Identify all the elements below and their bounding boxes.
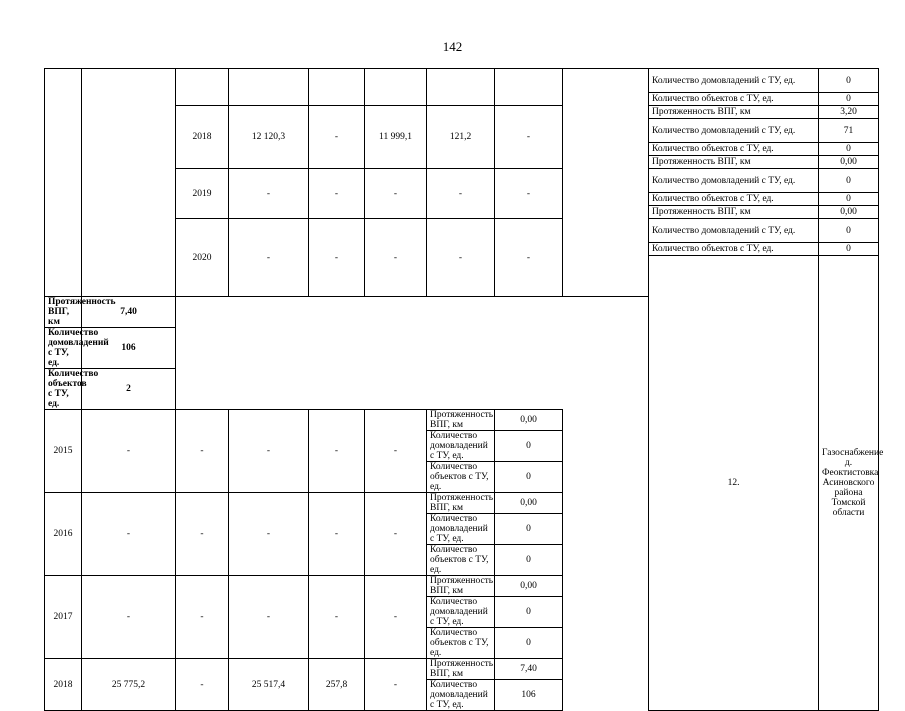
indicator-label: Количество домовладений с ТУ, ед.: [649, 69, 819, 93]
year-cell: [176, 69, 229, 106]
fund-cell-1: -: [309, 106, 365, 169]
program-table: [44, 68, 884, 711]
total-cell: -: [82, 410, 176, 493]
fund-cell-2: -: [365, 219, 427, 297]
fund-cell-1: [309, 69, 365, 106]
indicator-label: Протяженность ВПГ, км: [649, 156, 819, 169]
row-name-cell: Газоснабжение д. Феоктистовка Асиновского района Томской области: [819, 256, 879, 711]
year-cell: 2016: [45, 493, 82, 576]
indicator-value: 0,00: [495, 410, 563, 431]
fund-cell-2: -: [365, 169, 427, 219]
table-row: [45, 69, 879, 93]
fund-cell-4: -: [495, 219, 563, 297]
indicator-value: 106: [82, 328, 176, 369]
indicator-value: 0: [495, 597, 563, 628]
indicator-label: Протяженность ВПГ, км: [427, 410, 495, 431]
fund-cell-2: -: [229, 576, 309, 659]
fund-cell-4: [495, 69, 563, 106]
year-cell: 2018: [176, 106, 229, 169]
total-cell: 12 120,3: [229, 106, 309, 169]
fund-cell-3: -: [427, 219, 495, 297]
year-cell: 2018: [45, 659, 82, 711]
year-cell: 2015: [45, 410, 82, 493]
indicator-label: Количество объектов с ТУ, ед.: [427, 628, 495, 659]
fund-cell-2: -: [229, 410, 309, 493]
indicator-label: Количество объектов с ТУ, ед.: [649, 93, 819, 106]
fund-cell-3: 257,8: [309, 659, 365, 711]
indicator-label: Количество домовладений с ТУ, ед.: [45, 328, 82, 369]
indicator-label: Протяженность ВПГ, км: [649, 206, 819, 219]
indicator-value: 0: [495, 462, 563, 493]
indicator-label: Количество объектов с ТУ, ед.: [427, 545, 495, 576]
indicator-label: Количество объектов с ТУ, ед.: [649, 143, 819, 156]
indicator-label: Протяженность ВПГ, км: [427, 659, 495, 680]
total-cell: -: [229, 169, 309, 219]
indicator-label: Количество домовладений с ТУ, ед.: [427, 514, 495, 545]
fund-cell-4: -: [495, 106, 563, 169]
indicator-value: 3,20: [819, 106, 879, 119]
fund-cell-3: [427, 69, 495, 106]
indicator-label: Количество домовладений с ТУ, ед.: [649, 169, 819, 193]
year-cell: 2020: [176, 219, 229, 297]
indicator-label: Протяженность ВПГ, км: [427, 493, 495, 514]
indicator-value: 0: [819, 193, 879, 206]
fund-cell-4: -: [365, 576, 427, 659]
fund-cell-1: -: [176, 576, 229, 659]
indicator-value: 7,40: [495, 659, 563, 680]
fund-cell-4: -: [495, 169, 563, 219]
indicator-value: 0: [495, 545, 563, 576]
indicator-label: Протяженность ВПГ, км: [649, 106, 819, 119]
fund-cell-4: -: [365, 410, 427, 493]
indicator-value: 0: [819, 219, 879, 243]
row-number-cell: [45, 69, 82, 297]
indicator-value: 0: [819, 69, 879, 93]
fund-cell-1: -: [309, 219, 365, 297]
indicator-label: Количество объектов с ТУ, ед.: [649, 243, 819, 256]
fund-cell-4: -: [365, 659, 427, 711]
indicator-value: 0,00: [819, 206, 879, 219]
indicator-label: Количество домовладений с ТУ, ед.: [427, 431, 495, 462]
indicator-label: Количество объектов с ТУ, ед.: [649, 193, 819, 206]
indicator-label: Количество домовладений с ТУ, ед.: [649, 219, 819, 243]
total-cell: [229, 69, 309, 106]
fund-cell-2: [365, 69, 427, 106]
fund-cell-3: -: [309, 493, 365, 576]
indicator-label: Количество домовладений с ТУ, ед.: [427, 597, 495, 628]
indicator-label: Протяженность ВПГ, км: [45, 297, 82, 328]
fund-cell-3: -: [427, 169, 495, 219]
fund-cell-3: -: [309, 576, 365, 659]
year-cell: 2019: [176, 169, 229, 219]
fund-cell-4: -: [365, 493, 427, 576]
year-cell: 2017: [45, 576, 82, 659]
fund-cell-1: -: [176, 659, 229, 711]
fund-cell-3: -: [309, 410, 365, 493]
indicator-value: 0: [495, 431, 563, 462]
indicator-value: 0: [495, 514, 563, 545]
indicator-label: Количество домовладений с ТУ, ед.: [649, 119, 819, 143]
indicator-value: 71: [819, 119, 879, 143]
fund-cell-3: 121,2: [427, 106, 495, 169]
fund-cell-2: 11 999,1: [365, 106, 427, 169]
executor-cell: [563, 69, 649, 297]
indicator-label: Количество домовладений с ТУ, ед.: [427, 680, 495, 711]
indicator-value: 0,00: [495, 576, 563, 597]
indicator-value: 0,00: [495, 493, 563, 514]
indicator-label: Количество объектов с ТУ, ед.: [45, 369, 82, 410]
indicator-value: 106: [495, 680, 563, 711]
total-cell: 25 775,2: [82, 659, 176, 711]
row-name-cell: [82, 69, 176, 297]
page-number: 142: [442, 39, 463, 54]
indicator-value: 0,00: [819, 156, 879, 169]
indicator-value: 0: [495, 628, 563, 659]
indicator-label: Количество объектов с ТУ, ед.: [427, 462, 495, 493]
fund-cell-1: -: [176, 410, 229, 493]
indicator-value: 0: [819, 243, 879, 256]
fund-cell-2: -: [229, 493, 309, 576]
fund-cell-1: -: [309, 169, 365, 219]
indicator-value: 7,40: [82, 297, 176, 328]
indicator-label: Протяженность ВПГ, км: [427, 576, 495, 597]
indicator-value: 0: [819, 93, 879, 106]
fund-cell-2: 25 517,4: [229, 659, 309, 711]
indicator-value: 0: [819, 143, 879, 156]
indicator-value: 2: [82, 369, 176, 410]
fund-cell-1: -: [176, 493, 229, 576]
total-cell: -: [82, 576, 176, 659]
indicator-value: 0: [819, 169, 879, 193]
total-cell: -: [82, 493, 176, 576]
total-cell: -: [229, 219, 309, 297]
row-number-cell: 12.: [649, 256, 819, 711]
